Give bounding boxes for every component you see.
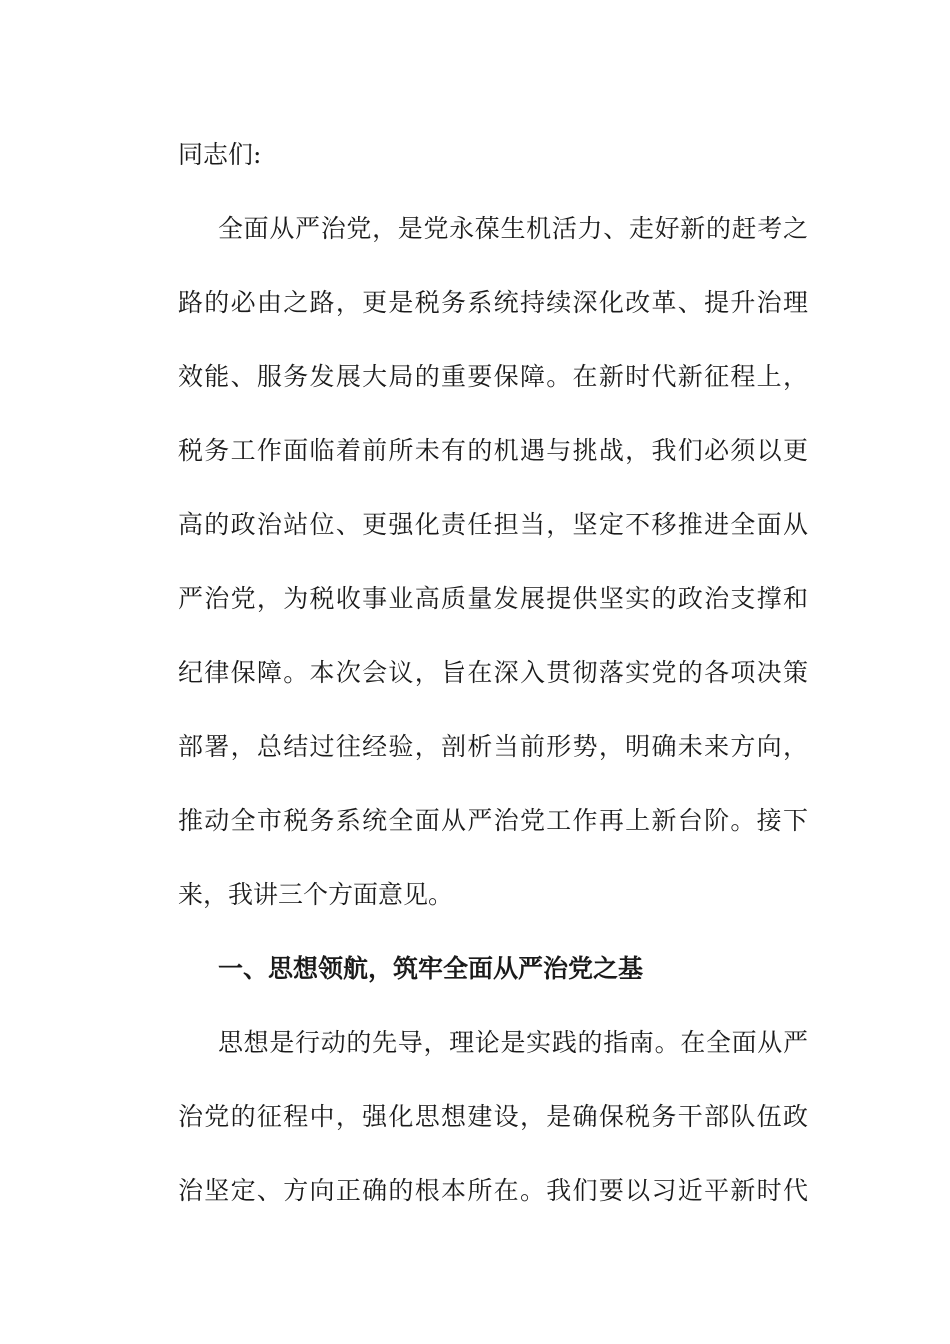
paragraph-line: 思想是行动的先导，理论是实践的指南。在全面从严 — [218, 1028, 808, 1057]
paragraph-line: 全面从严治党，是党永葆生机活力、走好新的赶考之 — [218, 214, 808, 243]
paragraph-line: 推动全市税务系统全面从严治党工作再上新台阶。接下 — [178, 806, 808, 835]
paragraph-line: 部署，总结过往经验，剖析当前形势，明确未来方向， — [178, 732, 808, 761]
paragraph-line: 治党的征程中，强化思想建设，是确保税务干部队伍政 — [178, 1102, 808, 1131]
paragraph-line: 来，我讲三个方面意见。 — [178, 880, 454, 909]
paragraph-line: 严治党，为税收事业高质量发展提供坚实的政治支撑和 — [178, 584, 808, 613]
paragraph-line: 税务工作面临着前所未有的机遇与挑战，我们必须以更 — [178, 436, 808, 465]
document-body — [178, 128, 808, 1238]
section-heading: 一、思想领航，筑牢全面从严治党之基 — [218, 954, 644, 983]
paragraph-line: 高的政治站位、更强化责任担当，坚定不移推进全面从 — [178, 510, 808, 539]
paragraph-line: 治坚定、方向正确的根本所在。我们要以习近平新时代 — [178, 1176, 808, 1205]
salutation: 同志们: — [178, 140, 262, 169]
paragraph-line: 路的必由之路，更是税务系统持续深化改革、提升治理 — [178, 288, 808, 317]
paragraph-line: 纪律保障。本次会议，旨在深入贯彻落实党的各项决策 — [178, 658, 808, 687]
paragraph-line: 效能、服务发展大局的重要保障。在新时代新征程上， — [178, 362, 808, 391]
